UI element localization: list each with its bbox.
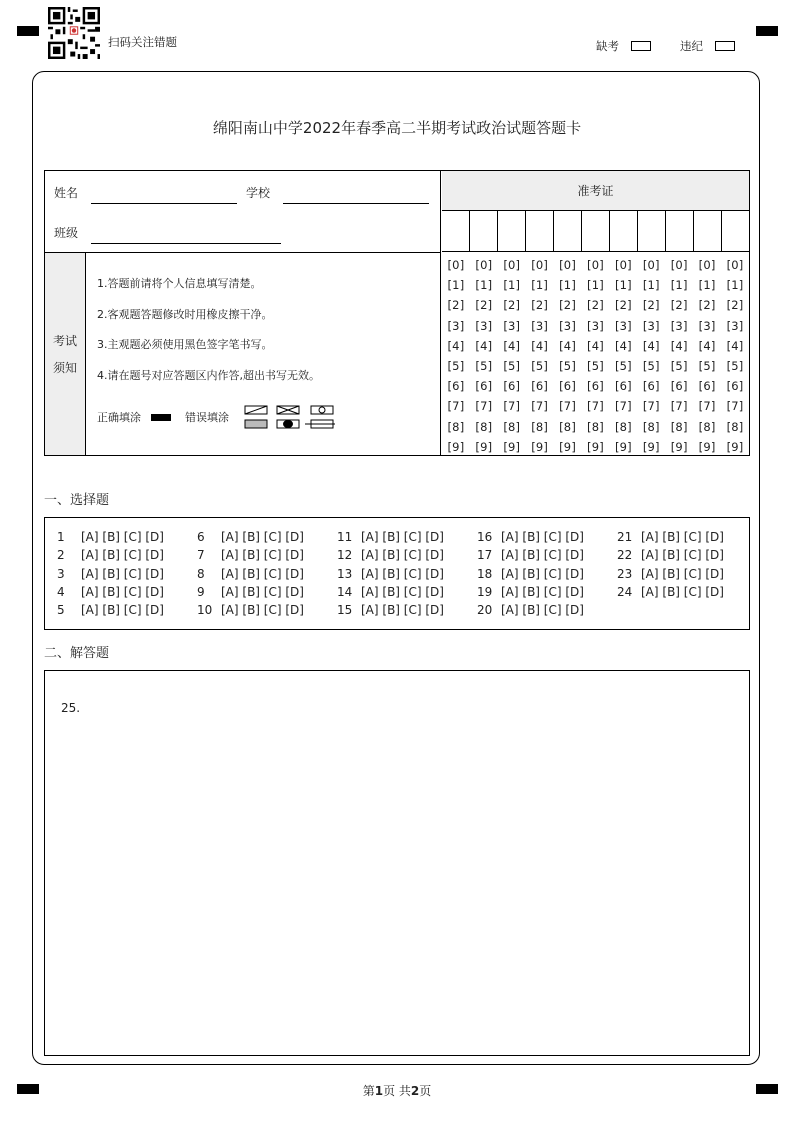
digit-bubble[interactable]: [8] [447,419,465,434]
digit-bubble[interactable]: [2] [587,298,604,313]
choice-question-row [617,546,724,564]
page-number: 1 [374,1084,384,1098]
school-input[interactable] [283,203,429,204]
digit-bubble[interactable]: [0] [698,258,716,272]
digit-bubble[interactable]: [7] [670,399,688,414]
answer-options[interactable]: [A] [B] [C] [D] [501,584,584,599]
digit-bubble[interactable]: [5] [614,359,632,374]
digit-bubble[interactable]: [3] [670,318,688,333]
digit-bubble[interactable]: [2] [447,298,465,313]
choice-column [57,528,164,619]
digit-bubble[interactable]: [6] [726,379,744,394]
digit-bubble[interactable]: [1] [531,278,549,293]
digit-bubble[interactable]: [3] [447,318,465,333]
class-input[interactable] [91,243,281,244]
exam-number-column [526,253,554,455]
digit-bubble[interactable]: [8] [726,419,744,434]
digit-bubble[interactable]: [2] [503,298,521,313]
digit-bubble[interactable]: [7] [642,399,660,414]
digit-bubble[interactable]: [9] [447,439,465,454]
digit-bubble[interactable]: [3] [642,318,660,333]
question-number: 1 [57,530,65,544]
question-number: 9 [197,584,205,599]
digit-bubble[interactable]: [3] [587,318,604,333]
digit-bubble[interactable]: [2] [559,298,577,313]
digit-bubble[interactable]: [8] [587,419,604,434]
wrong-fill-samples-icon [241,403,337,431]
digit-bubble[interactable]: [3] [503,318,521,333]
digit-bubble[interactable]: [6] [475,379,493,394]
digit-bubble[interactable]: [2] [726,298,744,313]
choice-question-row [197,528,304,546]
digit-bubble[interactable]: [4] [726,338,744,353]
choice-question-row [617,565,724,583]
digit-bubble[interactable]: [1] [447,278,465,293]
choice-question-row [337,546,444,564]
choice-question-row [197,546,304,564]
choice-question-row [477,528,584,546]
answer-options[interactable]: [A] [B] [C] [D] [361,603,444,618]
digit-bubble[interactable]: [2] [642,298,660,313]
digit-bubble[interactable]: [9] [503,439,521,454]
exam-number-column [609,253,637,455]
question-number: 14 [337,584,353,599]
question-number: 5 [57,603,65,618]
exam-number-box[interactable] [554,211,582,251]
digit-bubble[interactable]: [4] [698,338,716,353]
exam-number-bubble-grid [442,253,749,455]
digit-bubble[interactable]: [0] [614,258,632,272]
digit-bubble[interactable]: [7] [587,399,604,414]
exam-number-box[interactable] [442,211,470,251]
question-number: 2 [57,548,65,563]
question-number: 16 [477,530,493,544]
digit-bubble[interactable]: [4] [642,338,660,353]
digit-bubble[interactable]: [1] [642,278,660,293]
exam-number-box[interactable] [610,211,638,251]
notice-item: 1.答题前请将个人信息填写清楚。 [97,277,262,290]
question-number: 25. [61,701,81,715]
question-number: 18 [477,566,493,581]
digit-bubble[interactable]: [3] [475,318,493,333]
notice-item: 3.主观题必须使用黑色签字笔书写。 [97,338,273,351]
name-input[interactable] [91,203,237,204]
question-number: 4 [57,584,65,599]
page-title: 绵阳南山中学2022年春季高二半期考试政治试题答题卡 [212,119,582,137]
answer-options[interactable]: [A] [B] [C] [D] [641,566,724,581]
exam-number-box[interactable] [638,211,666,251]
notice-item: 2.客观题答题修改时用橡皮擦干净。 [97,308,273,321]
name-label: 姓名 [54,186,79,200]
choice-question-row [337,565,444,583]
choice-question-row [617,583,724,601]
answer-options[interactable]: [A] [B] [C] [D] [81,566,164,581]
digit-bubble[interactable]: [4] [531,338,549,353]
scan-hint-text: 扫码关注错题 [108,35,177,49]
exam-number-column [637,253,665,455]
digit-bubble[interactable]: [7] [503,399,521,414]
digit-bubble[interactable]: [4] [587,338,604,353]
answer-options[interactable]: [A] [B] [C] [D] [81,584,164,599]
violation-checkbox[interactable] [715,41,735,51]
absent-label: 缺考 [596,39,619,53]
digit-bubble[interactable]: [2] [698,298,716,313]
student-info-block [44,170,750,456]
answer-options[interactable]: [A] [B] [C] [D] [641,584,724,599]
digit-bubble[interactable]: [6] [503,379,521,394]
digit-bubble[interactable]: [4] [670,338,688,353]
answer-options[interactable]: [A] [B] [C] [D] [641,530,724,544]
question-number: 6 [197,530,205,544]
choice-question-row [617,528,724,546]
exam-number-column [442,253,470,455]
digit-bubble[interactable]: [8] [531,419,549,434]
exam-number-header: 准考证 [442,171,749,211]
choice-question-row [477,546,584,564]
digit-bubble[interactable]: [8] [614,419,632,434]
digit-bubble[interactable]: [3] [698,318,716,333]
digit-bubble[interactable]: [8] [642,419,660,434]
digit-bubble[interactable]: [0] [587,258,604,272]
school-label: 学校 [246,186,271,200]
choice-column [197,528,304,619]
exam-number-box[interactable] [582,211,610,251]
choice-question-row [57,565,164,583]
answer-options[interactable]: [A] [B] [C] [D] [501,603,584,618]
question-number: 20 [477,603,493,618]
answer-options[interactable]: [A] [B] [C] [D] [361,566,444,581]
violation-flag [680,38,735,54]
exam-number-column [554,253,582,455]
notice-heading-line2: 须知 [52,361,77,375]
digit-bubble[interactable]: [5] [670,359,688,374]
digit-bubble[interactable]: [0] [531,258,549,272]
digit-bubble[interactable]: [7] [559,399,577,414]
question-number: 17 [477,548,493,563]
digit-bubble[interactable]: [1] [475,278,493,293]
digit-bubble[interactable]: [7] [614,399,632,414]
digit-bubble[interactable]: [7] [447,399,465,414]
digit-bubble[interactable]: [6] [642,379,660,394]
exam-number-column [498,253,526,455]
choice-question-row [197,601,304,619]
choice-question-row [57,601,164,619]
question-number: 13 [337,566,353,581]
digit-bubble[interactable]: [6] [614,379,632,394]
digit-bubble[interactable]: [5] [475,359,493,374]
digit-bubble[interactable]: [8] [503,419,521,434]
digit-bubble[interactable]: [2] [670,298,688,313]
exam-number-column [665,253,693,455]
choice-question-row [197,583,304,601]
question-number: 24 [617,584,633,599]
choice-question-row [57,546,164,564]
digit-bubble[interactable]: [8] [670,419,688,434]
registration-mark-top-right [756,26,778,36]
footer-text: 第 [362,1084,375,1098]
digit-bubble[interactable]: [5] [587,359,604,374]
choice-question-row [477,601,584,619]
page-footer [0,1082,794,1099]
exam-number-column [470,253,498,455]
qr-code-icon[interactable] [48,7,100,59]
digit-bubble[interactable]: [9] [587,439,604,454]
question-number: 15 [337,603,353,618]
exam-number-box[interactable] [498,211,526,251]
digit-bubble[interactable]: [4] [559,338,577,353]
digit-bubble[interactable]: [0] [447,258,465,272]
digit-bubble[interactable]: [6] [698,379,716,394]
digit-bubble[interactable]: [4] [503,338,521,353]
digit-bubble[interactable]: [3] [614,318,632,333]
digit-bubble[interactable]: [9] [670,439,688,454]
section1-title: 一、选择题 [44,493,110,508]
answer-options[interactable]: [A] [B] [C] [D] [221,603,304,618]
digit-bubble[interactable]: [5] [559,359,577,374]
answer-options[interactable]: [A] [B] [C] [D] [361,584,444,599]
digit-bubble[interactable]: [1] [503,278,521,293]
digit-bubble[interactable]: [6] [587,379,604,394]
answer-options[interactable]: [A] [B] [C] [D] [81,603,164,618]
digit-bubble[interactable]: [9] [559,439,577,454]
answer-options[interactable]: [A] [B] [C] [D] [501,548,584,563]
exam-number-box[interactable] [526,211,554,251]
choice-question-row [337,601,444,619]
class-label: 班级 [54,226,79,240]
choice-column [337,528,444,619]
answer-options[interactable]: [A] [B] [C] [D] [221,548,304,563]
digit-bubble[interactable]: [6] [559,379,577,394]
digit-bubble[interactable]: [4] [475,338,493,353]
choice-question-row [477,583,584,601]
digit-bubble[interactable]: [8] [475,419,493,434]
digit-bubble[interactable]: [6] [670,379,688,394]
answer-options[interactable]: [A] [B] [C] [D] [221,530,304,544]
digit-bubble[interactable]: [7] [475,399,493,414]
choice-question-row [337,528,444,546]
choice-column [477,528,584,619]
digit-bubble[interactable]: [0] [503,258,521,272]
digit-bubble[interactable]: [7] [698,399,716,414]
digit-bubble[interactable]: [7] [726,399,744,414]
digit-bubble[interactable]: [2] [531,298,549,313]
digit-bubble[interactable]: [5] [531,359,549,374]
answer-options[interactable]: [A] [B] [C] [D] [641,548,724,563]
digit-bubble[interactable]: [1] [670,278,688,293]
digit-bubble[interactable]: [0] [559,258,577,272]
digit-bubble[interactable]: [9] [642,439,660,454]
section2-title: 二、解答题 [44,646,110,661]
digit-bubble[interactable]: [3] [531,318,549,333]
choice-question-row [337,583,444,601]
digit-bubble[interactable]: [8] [559,419,577,434]
digit-bubble[interactable]: [0] [670,258,688,272]
fill-example-row [97,403,337,431]
digit-bubble[interactable]: [9] [475,439,493,454]
choice-column [617,528,724,601]
personal-info-area [45,171,441,455]
exam-notice [45,252,441,455]
question-number: 8 [197,566,205,581]
exam-number-column [693,253,721,455]
answer-options[interactable]: [A] [B] [C] [D] [81,548,164,563]
digit-bubble[interactable]: [2] [614,298,632,313]
choice-question-row [197,565,304,583]
digit-bubble[interactable]: [1] [726,278,744,293]
multiple-choice-area [44,517,750,630]
violation-label: 违纪 [680,39,703,53]
digit-bubble[interactable]: [4] [447,338,465,353]
exam-number-column [721,253,749,455]
digit-bubble[interactable]: [9] [726,439,744,454]
exam-number-box[interactable] [470,211,498,251]
answer-options[interactable]: [A] [B] [C] [D] [361,548,444,563]
free-response-area[interactable] [44,670,750,1056]
digit-bubble[interactable]: [6] [447,379,465,394]
digit-bubble[interactable]: [6] [531,379,549,394]
digit-bubble[interactable]: [9] [698,439,716,454]
digit-bubble[interactable]: [1] [587,278,604,293]
digit-bubble[interactable]: [2] [475,298,493,313]
digit-bubble[interactable]: [0] [726,258,744,272]
digit-bubble[interactable]: [9] [531,439,549,454]
correct-fill-sample-icon [151,414,171,421]
wrong-fill-label: 错误填涂 [185,411,229,424]
question-number: 21 [617,530,633,544]
digit-bubble[interactable]: [5] [503,359,521,374]
question-number: 3 [57,566,65,581]
digit-bubble[interactable]: [1] [698,278,716,293]
digit-bubble[interactable]: [1] [614,278,632,293]
answer-options[interactable]: [A] [B] [C] [D] [501,530,584,544]
choice-question-row [57,583,164,601]
question-number: 10 [197,603,213,618]
digit-bubble[interactable]: [3] [559,318,577,333]
digit-bubble[interactable]: [0] [642,258,660,272]
digit-bubble[interactable]: [0] [475,258,493,272]
registration-mark-top-left [17,26,39,36]
exam-number-box[interactable] [694,211,722,251]
digit-bubble[interactable]: [1] [559,278,577,293]
answer-options[interactable]: [A] [B] [C] [D] [361,530,444,544]
absent-checkbox[interactable] [631,41,651,51]
notice-heading [45,253,86,455]
exam-number-box[interactable] [722,211,749,251]
digit-bubble[interactable]: [9] [614,439,632,454]
choice-question-row [477,565,584,583]
total-pages: 2 [410,1084,420,1098]
answer-options[interactable]: [A] [B] [C] [D] [221,584,304,599]
digit-bubble[interactable]: [3] [726,318,744,333]
choice-question-row [57,528,164,546]
absent-flag [596,38,651,54]
question-number: 7 [197,548,205,563]
exam-number-column [582,253,610,455]
question-number: 12 [337,548,353,563]
notice-heading-line1: 考试 [52,334,77,348]
digit-bubble[interactable]: [8] [698,419,716,434]
digit-bubble[interactable]: [7] [531,399,549,414]
question-number: 19 [477,584,493,599]
notice-item: 4.请在题号对应答题区内作答,超出书写无效。 [97,369,320,382]
question-number: 23 [617,566,633,581]
question-number: 22 [617,548,633,563]
footer-text: 页 共 [383,1084,411,1098]
question-number: 11 [337,530,353,544]
digit-bubble[interactable]: [5] [642,359,660,374]
answer-options[interactable]: [A] [B] [C] [D] [501,566,584,581]
digit-bubble[interactable]: [5] [726,359,744,374]
exam-number-write-boxes [442,211,749,252]
correct-fill-label: 正确填涂 [97,411,141,424]
digit-bubble[interactable]: [5] [447,359,465,374]
answer-options[interactable]: [A] [B] [C] [D] [81,530,164,544]
exam-number-box[interactable] [666,211,694,251]
answer-options[interactable]: [A] [B] [C] [D] [221,566,304,581]
digit-bubble[interactable]: [5] [698,359,716,374]
footer-text: 页 [419,1084,432,1098]
digit-bubble[interactable]: [4] [614,338,632,353]
